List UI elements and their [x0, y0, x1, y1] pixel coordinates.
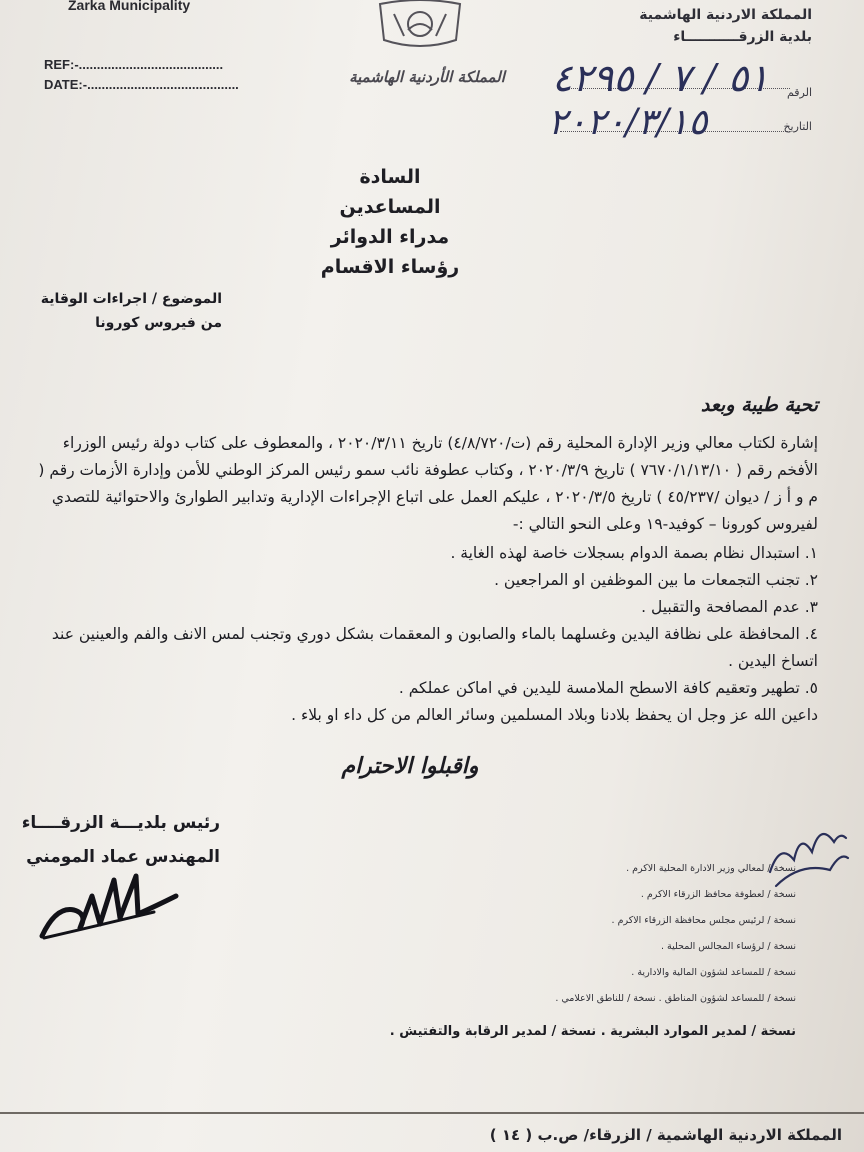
cc-item-7: نسخة / لمدير الموارد البشرية . نسخة / لمدير الرقابة والتفتيش . — [389, 1024, 796, 1039]
date-label: DATE:- — [44, 77, 88, 92]
ref-dots: ........................................ — [78, 57, 224, 72]
subject-block — [22, 287, 222, 335]
cc-item-6: نسخة / للمساعد لشؤون المناطق . نسخة / للناطق الاعلامي . — [555, 993, 796, 1004]
cc-item-2: نسخة / لعطوفة محافظ الزرقاء الاكرم . — [640, 889, 796, 900]
signature-block — [20, 806, 220, 874]
header-right — [552, 4, 812, 48]
municipality-name-ar: بلدية الزرقـــــــــــاء — [673, 29, 812, 45]
number-label: الرقم — [786, 86, 812, 99]
cc-item-4: نسخة / لرؤساء المجالس المحلية . — [660, 941, 796, 952]
date-dots: .......................................... — [87, 77, 239, 92]
body-paragraph: إشارة لكتاب معالي وزير الإدارة المحلية رقم (ت/٤/٨/٧٢٠) تاريخ ٢٠٢٠/٣/١١ ، والمعطوف على كتاب دولة رئيس الوزراء الأفخم رقم ( ٧٦٧٠/١/١٣/١٠ ) تاريخ ٢٠٢٠/٣/٩ ، وكتاب عطوفة نائب سمو رئيس المركز الوطني للأمن وإدارة الأزمات رقم ( م و أ ز / ديوان /٤٥/٢٣٧ ) تاريخ ٢٠٢٠/٣/٥ ، عليكم العمل على اتباع الإجراءات الإدارية وتدابير الطوارئ والاحتوائية للتصدي لفيروس كورونا – كوفيد-١٩ وعلى النحو التالي :- — [38, 434, 818, 533]
subject-line-1: الموضوع / اجراءات الوقاية — [40, 291, 222, 307]
handwritten-number: ٥١ / ٧ / ٤٢٩٥ — [552, 56, 769, 100]
addressee-line-4: رؤساء الاقسام — [320, 256, 460, 278]
kingdom-name-ar: المملكة الاردنية الهاشمية — [639, 7, 812, 23]
measure-item-4: ٤. المحافظة على نظافة اليدين وغسلهما بالماء والصابون و المعقمات بشكل دوري وتجنب لمس الانف والفم والعينين عند اتساخ اليدين . — [51, 625, 818, 670]
measure-item-1: ١. استبدال نظام بصمة الدوام بسجلات خاصة لهذه الغاية . — [450, 544, 818, 562]
measures-list — [38, 540, 818, 729]
signatory-name: المهندس عماد المومني — [26, 847, 220, 867]
emblem-caption: المملكة الأردنية الهاشمية — [349, 68, 505, 86]
coat-of-arms-emblem — [372, 0, 468, 50]
municipality-name-en: Zarka Municipality — [68, 0, 191, 13]
greeting-text: تحية طيبة وبعد — [700, 394, 818, 416]
measure-item-5: ٥. تطهير وتعقيم كافة الاسطح الملامسة لليدين في اماكن عملكم . — [398, 679, 818, 697]
measure-item-3: ٣. عدم المصافحة والتقبيل . — [641, 598, 818, 616]
closing-respect: واقبلوا الاحترام — [341, 754, 479, 779]
addressee-line-1: السادة — [359, 166, 421, 188]
ref-label: REF:- — [44, 57, 79, 72]
addressee-line-2: المساعدين — [339, 196, 441, 218]
addressees — [300, 162, 480, 282]
cc-item-3: نسخة / لرئيس مجلس محافظة الزرقاء الاكرم . — [611, 915, 796, 926]
cc-item-1: نسخة / لمعالي وزير الادارة المحلية الاكرم . — [626, 863, 796, 874]
measure-item-2: ٢. تجنب التجمعات ما بين الموظفين او المراجعين . — [494, 571, 818, 589]
prayer-line: داعين الله عز وجل ان يحفظ بلادنا وبلاد المسلمين وسائر العالم من كل داء او بلاء . — [291, 706, 818, 724]
ref-field — [44, 57, 223, 72]
cc-item-5: نسخة / للمساعد لشؤون المالية والادارية . — [631, 967, 796, 978]
footer-address: المملكة الاردنية الهاشمية / الزرقاء/ ص.ب ( ١٤ ) — [489, 1126, 842, 1144]
date-label-ar: التاريخ — [783, 120, 812, 133]
signatory-title: رئيس بلديـــة الزرقــــاء — [21, 813, 220, 833]
handwritten-signature — [36, 866, 196, 946]
subject-line-2: من فيروس كورونا — [95, 315, 222, 331]
addressee-line-3: مدراء الدوائر — [330, 226, 450, 248]
date-field — [44, 77, 239, 92]
cc-list — [466, 856, 796, 1012]
handwritten-date: ٢٠٢٠/٣/١٥ — [548, 102, 708, 143]
